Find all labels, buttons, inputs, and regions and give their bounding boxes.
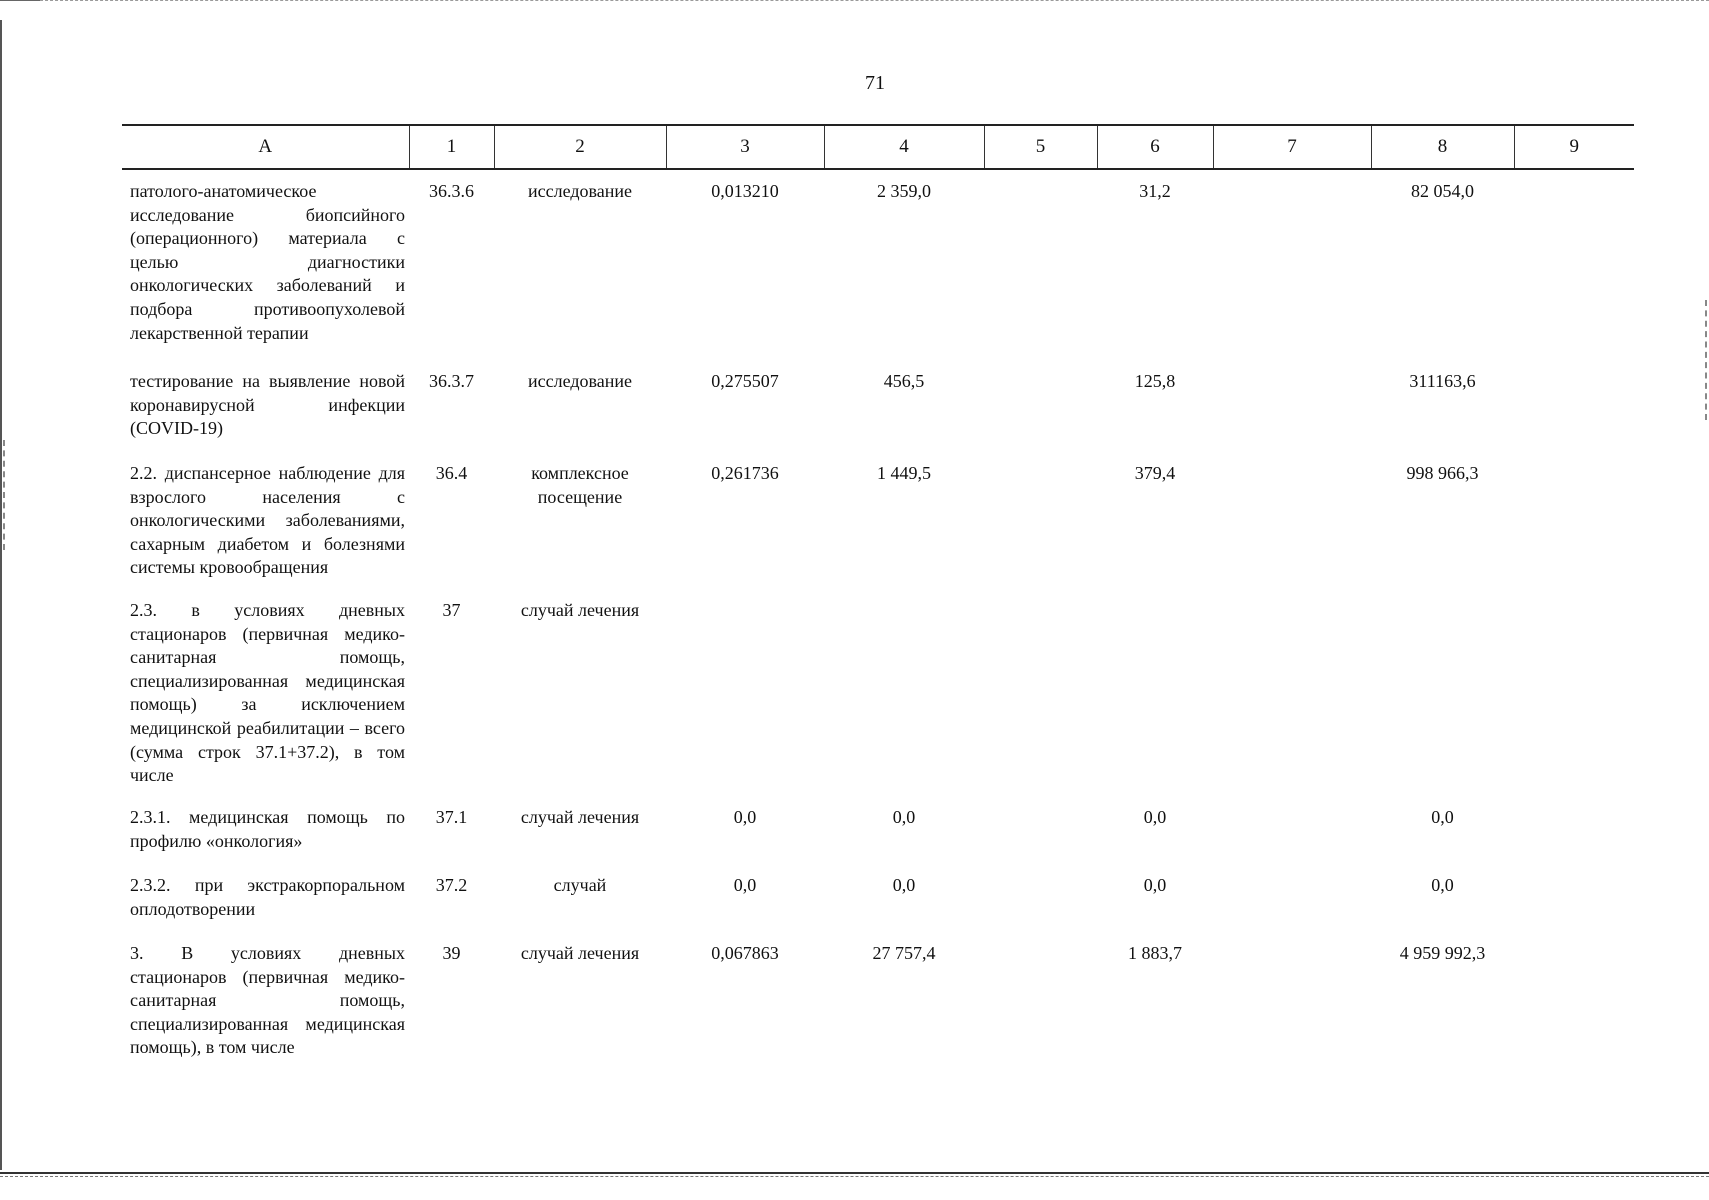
- row-col6: [1097, 599, 1213, 806]
- row-code: 36.4: [435, 463, 468, 483]
- row-col9: [1514, 874, 1634, 942]
- row-col9: [1514, 169, 1634, 370]
- row-code: 37: [442, 600, 461, 620]
- column-header-4: 4: [824, 125, 984, 169]
- row-col8: 82 054,0: [1411, 181, 1474, 201]
- row-col8: 0,0: [1431, 875, 1454, 895]
- row-col4: [824, 599, 984, 806]
- page-number: 71: [865, 72, 885, 94]
- table-row: [122, 599, 1634, 806]
- row-col4: 1 449,5: [877, 463, 931, 483]
- scan-edge-bottom: [0, 1172, 1709, 1174]
- table-row: [122, 169, 1634, 370]
- row-col5: [984, 806, 1097, 874]
- row-col6: 1 883,7: [1128, 943, 1182, 963]
- row-col8: 4 959 992,3: [1399, 943, 1486, 963]
- row-unit: случай: [553, 875, 607, 895]
- row-col6: 125,8: [1134, 371, 1176, 391]
- column-header-8: 8: [1371, 125, 1514, 169]
- row-code: 39: [442, 943, 461, 963]
- column-header-7: 7: [1213, 125, 1371, 169]
- row-name: 2.3. в условиях дневных стационаров (первичная медико-санитарная помощь, специализированная медицинская помощь) за исключением медицинской реабилитации – всего (сумма строк 37.1+37.2), в том числе: [130, 600, 405, 786]
- row-col6: 379,4: [1134, 463, 1176, 483]
- scan-edge-bottom-dash: [0, 1176, 1709, 1177]
- table-header-row: [122, 125, 1634, 169]
- row-col7: [1213, 874, 1371, 942]
- row-col9: [1514, 599, 1634, 806]
- column-header-6: 6: [1097, 125, 1213, 169]
- row-code: 37.1: [435, 807, 468, 827]
- scan-edge-top: [0, 0, 1709, 3]
- row-col7: [1213, 169, 1371, 370]
- column-header-a: А: [122, 125, 409, 169]
- row-name: патолого-анатомическое исследование биопсийного (операционного) материала с целью диагностики онкологических заболеваний и подбора противоопухолевой лекарственной терапии: [130, 181, 405, 343]
- row-col8: 998 966,3: [1406, 463, 1479, 483]
- table-row: [122, 462, 1634, 599]
- row-col4: 456,5: [883, 371, 925, 391]
- row-col6: 31,2: [1139, 181, 1171, 201]
- row-name: 2.2. диспансерное наблюдение для взрослого населения с онкологическими заболеваниями, сахарным диабетом и болезнями системы кровообращения: [130, 463, 405, 578]
- row-name: 2.3.1. медицинская помощь по профилю «онкология»: [130, 807, 405, 851]
- scan-edge-left: [0, 20, 4, 1170]
- row-col9: [1514, 806, 1634, 874]
- scan-edge-corner: [0, 0, 40, 25]
- row-code: 36.3.7: [429, 371, 474, 391]
- row-col8: 311163,6: [1409, 371, 1476, 391]
- row-col9: [1514, 462, 1634, 599]
- row-unit: случай лечения: [520, 600, 640, 620]
- row-col6: 0,0: [1143, 875, 1167, 895]
- table-row: [122, 806, 1634, 874]
- row-col5: [984, 462, 1097, 599]
- row-col7: [1213, 942, 1371, 1062]
- row-name: 3. В условиях дневных стационаров (первичная медико-санитарная помощь, специализированная медицинская помощь), в том числе: [130, 943, 405, 1058]
- scan-edge-right: [1703, 300, 1707, 420]
- column-header-1: 1: [409, 125, 494, 169]
- row-col3: 0,275507: [711, 371, 779, 391]
- row-col3: 0,013210: [711, 181, 779, 201]
- column-header-2: 2: [494, 125, 666, 169]
- table-row: [122, 874, 1634, 942]
- row-col3: 0,067863: [711, 943, 779, 963]
- row-col4: 27 757,4: [872, 943, 936, 963]
- row-col4: 2 359,0: [877, 181, 931, 201]
- row-col3: 0,0: [733, 807, 757, 827]
- row-col3: [666, 599, 824, 806]
- row-col5: [984, 599, 1097, 806]
- row-unit: исследование: [527, 181, 632, 201]
- row-col4: 0,0: [892, 807, 916, 827]
- row-unit: исследование: [527, 371, 632, 391]
- row-col3: 0,261736: [711, 463, 779, 483]
- row-col5: [984, 942, 1097, 1062]
- row-unit: случай лечения: [520, 807, 640, 827]
- row-col7: [1213, 806, 1371, 874]
- column-header-9: 9: [1514, 125, 1634, 169]
- row-col9: [1514, 942, 1634, 1062]
- row-col5: [984, 370, 1097, 462]
- table-row: [122, 942, 1634, 1062]
- row-col8: 0,0: [1431, 807, 1454, 827]
- row-col7: [1213, 370, 1371, 462]
- row-code: 37.2: [435, 875, 468, 895]
- column-header-3: 3: [666, 125, 824, 169]
- row-col8: [1371, 599, 1514, 806]
- row-col4: 0,0: [892, 875, 916, 895]
- row-col7: [1213, 599, 1371, 806]
- data-table: [122, 124, 1634, 1062]
- row-code: 36.3.6: [429, 181, 474, 201]
- row-col5: [984, 169, 1097, 370]
- row-name: тестирование на выявление новой коронавирусной инфекции (COVID-19): [130, 371, 405, 439]
- row-name: 2.3.2. при экстракорпоральном оплодотворении: [130, 875, 405, 919]
- row-col3: 0,0: [733, 875, 757, 895]
- row-col5: [984, 874, 1097, 942]
- row-col9: [1514, 370, 1634, 462]
- table-row: [122, 370, 1634, 462]
- row-col7: [1213, 462, 1371, 599]
- row-col6: 0,0: [1143, 807, 1167, 827]
- row-unit: комплексное посещение: [531, 463, 629, 507]
- scan-edge-left-dash: [3, 440, 7, 550]
- row-unit: случай лечения: [520, 943, 640, 963]
- column-header-5: 5: [984, 125, 1097, 169]
